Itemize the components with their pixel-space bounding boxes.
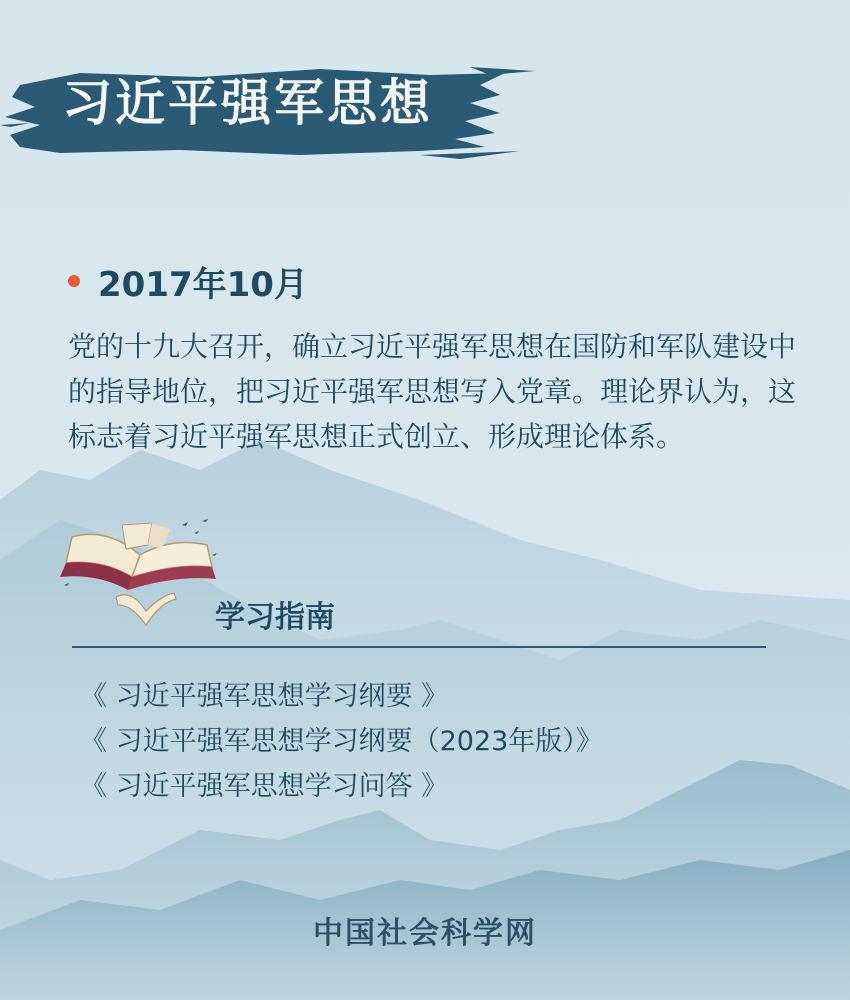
event-date: 2017年10月 [98, 264, 308, 305]
study-guide-item: 《 习近平强军思想学习纲要 》 [80, 681, 449, 712]
divider [72, 646, 766, 648]
study-guide-item: 《 习近平强军思想学习问答 》 [80, 771, 449, 802]
event-description: 党的十九大召开，确立习近平强军思想在国防和军队建设中的指导地位，把习近平强军思想写入党章。理论界认为，这标志着习近平强军思想正式创立、形成理论体系。 [68, 330, 797, 453]
study-guide-list [80, 674, 603, 809]
bullet-dot-icon [68, 275, 80, 287]
study-guide-item: 《 习近平强军思想学习纲要（2023年版）》 [80, 726, 603, 757]
study-guide-title: 学习指南 [215, 600, 335, 635]
footer-logo: 中国社会科学网 [313, 916, 537, 951]
page-title: 习近平强军思想 [62, 73, 433, 132]
event-date-row [68, 256, 308, 306]
open-book-icon [52, 515, 227, 635]
